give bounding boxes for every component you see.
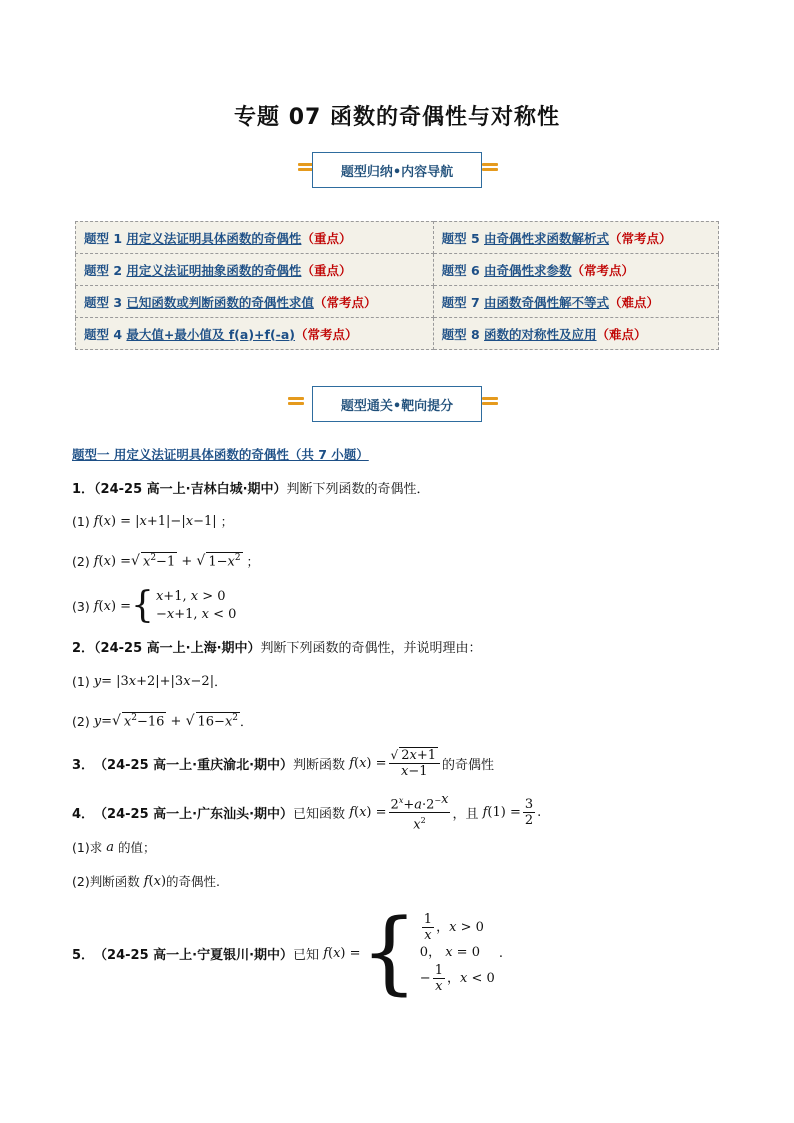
nav-item-tag: （难点）	[609, 294, 660, 310]
topic-navigation-table	[75, 221, 719, 350]
nav-item-tag: （重点）	[301, 230, 352, 246]
banner-right-icon	[482, 395, 498, 411]
nav-item[interactable]	[76, 222, 434, 254]
nav-item-link[interactable]: 最大值+最小值及 f(a)+f(-a)	[126, 326, 296, 342]
nav-item-link[interactable]: 已知函数或判断函数的奇偶性求值	[126, 294, 314, 310]
nav-item-tag: （常考点）	[295, 326, 358, 342]
nav-item-tag: （常考点）	[313, 294, 377, 310]
nav-item[interactable]	[433, 254, 718, 286]
nav-item-key: 题型 1	[84, 230, 123, 246]
nav-item[interactable]	[76, 318, 434, 350]
nav-item-tag: （重点）	[301, 262, 352, 278]
question-4-part-2: (2)判断函数 f ( x ) 的奇偶性.	[72, 873, 220, 889]
nav-item-tag: （常考点）	[571, 262, 635, 278]
nav-item-key: 题型 5	[441, 230, 480, 246]
nav-item-key: 题型 2	[84, 262, 123, 278]
nav-row	[76, 222, 719, 254]
nav-row	[76, 286, 719, 318]
nav-item-key: 题型 3	[84, 294, 123, 310]
nav-item[interactable]	[76, 286, 434, 318]
banner-right-icon	[482, 161, 498, 177]
question-3: 3． （24-25 高一上·重庆渝北·期中） 判断函数 f ( x ) = $\frac{√ 2x+1}{x-1}$ 的奇偶性	[72, 748, 494, 779]
question-1-part-1: (1) f ( x ) = | x +1|−| x −1| ；	[72, 513, 234, 529]
nav-item-link[interactable]: 由函数奇偶性解不等式	[484, 294, 610, 310]
question-1: 1．（24-25 高一上·吉林白城·期中）判断下列函数的奇偶性．	[72, 482, 430, 497]
nav-item[interactable]	[433, 286, 718, 318]
banner-label: 题型归纳•内容导航	[312, 152, 482, 188]
page-title: 专题 07 函数的奇偶性与对称性	[234, 105, 560, 130]
question-2: 2．（24-25 高一上·上海·期中）判断下列函数的奇偶性，并说明理由：	[72, 641, 482, 656]
practice-banner	[0, 386, 794, 424]
nav-item-key: 题型 7	[441, 294, 480, 310]
question-4-part-1: (1)求 a 的值；	[72, 839, 156, 855]
nav-item-tag: （难点）	[596, 326, 647, 342]
nav-item-key: 题型 6	[441, 262, 480, 278]
nav-item-link[interactable]: 用定义法证明具体函数的奇偶性	[126, 230, 302, 246]
nav-item-tag: （常考点）	[609, 230, 672, 246]
nav-item[interactable]	[433, 222, 718, 254]
question-1-part-2: (2) f ( x ) = √ $x^2-1$ + √ $1-x^2$ ；	[72, 553, 260, 570]
nav-item[interactable]	[433, 318, 718, 350]
nav-item-key: 题型 4	[84, 326, 123, 342]
nav-item-key: 题型 8	[441, 326, 480, 342]
nav-row	[76, 318, 719, 350]
question-5: 5． （24-25 高一上·宁夏银川·期中） 已知 f ( x ) = { $\frac{1}{x}$ ， x > 0 0， x = 0 − $\frac{1}{x}$ ， x < 0 .	[72, 900, 504, 1005]
question-1-part-3: (3) f ( x ) = { x+1, x > 0 −x+1, x < 0	[72, 585, 237, 626]
banner-left-icon	[288, 395, 304, 411]
nav-item-link[interactable]: 用定义法证明抽象函数的奇偶性	[126, 262, 302, 278]
nav-item-link[interactable]: 由奇偶性求函数解析式	[484, 230, 610, 246]
nav-item-link[interactable]: 由奇偶性求参数	[484, 262, 572, 278]
banner-label: 题型通关•靶向提分	[312, 386, 482, 422]
question-2-part-1: (1) y = |3 x +2|+|3 x −2| ．	[72, 673, 227, 689]
question-4: 4． （24-25 高一上·广东汕头·期中） 已知函数 f ( x ) = $\frac{2^x+a\cdot 2^{-x}}{x^2}$ ，且 f (1) = $\frac{3}{2}$ .	[72, 792, 542, 833]
section-heading[interactable]: 题型一 用定义法证明具体函数的奇偶性（共 7 小题）	[72, 447, 369, 462]
nav-banner	[0, 152, 794, 190]
question-2-part-2: (2) y = √ $x^2-16$ + √ $16-x^2$ ．	[72, 713, 253, 730]
nav-item-link[interactable]: 函数的对称性及应用	[484, 326, 597, 342]
nav-row	[76, 254, 719, 286]
nav-item[interactable]	[76, 254, 434, 286]
